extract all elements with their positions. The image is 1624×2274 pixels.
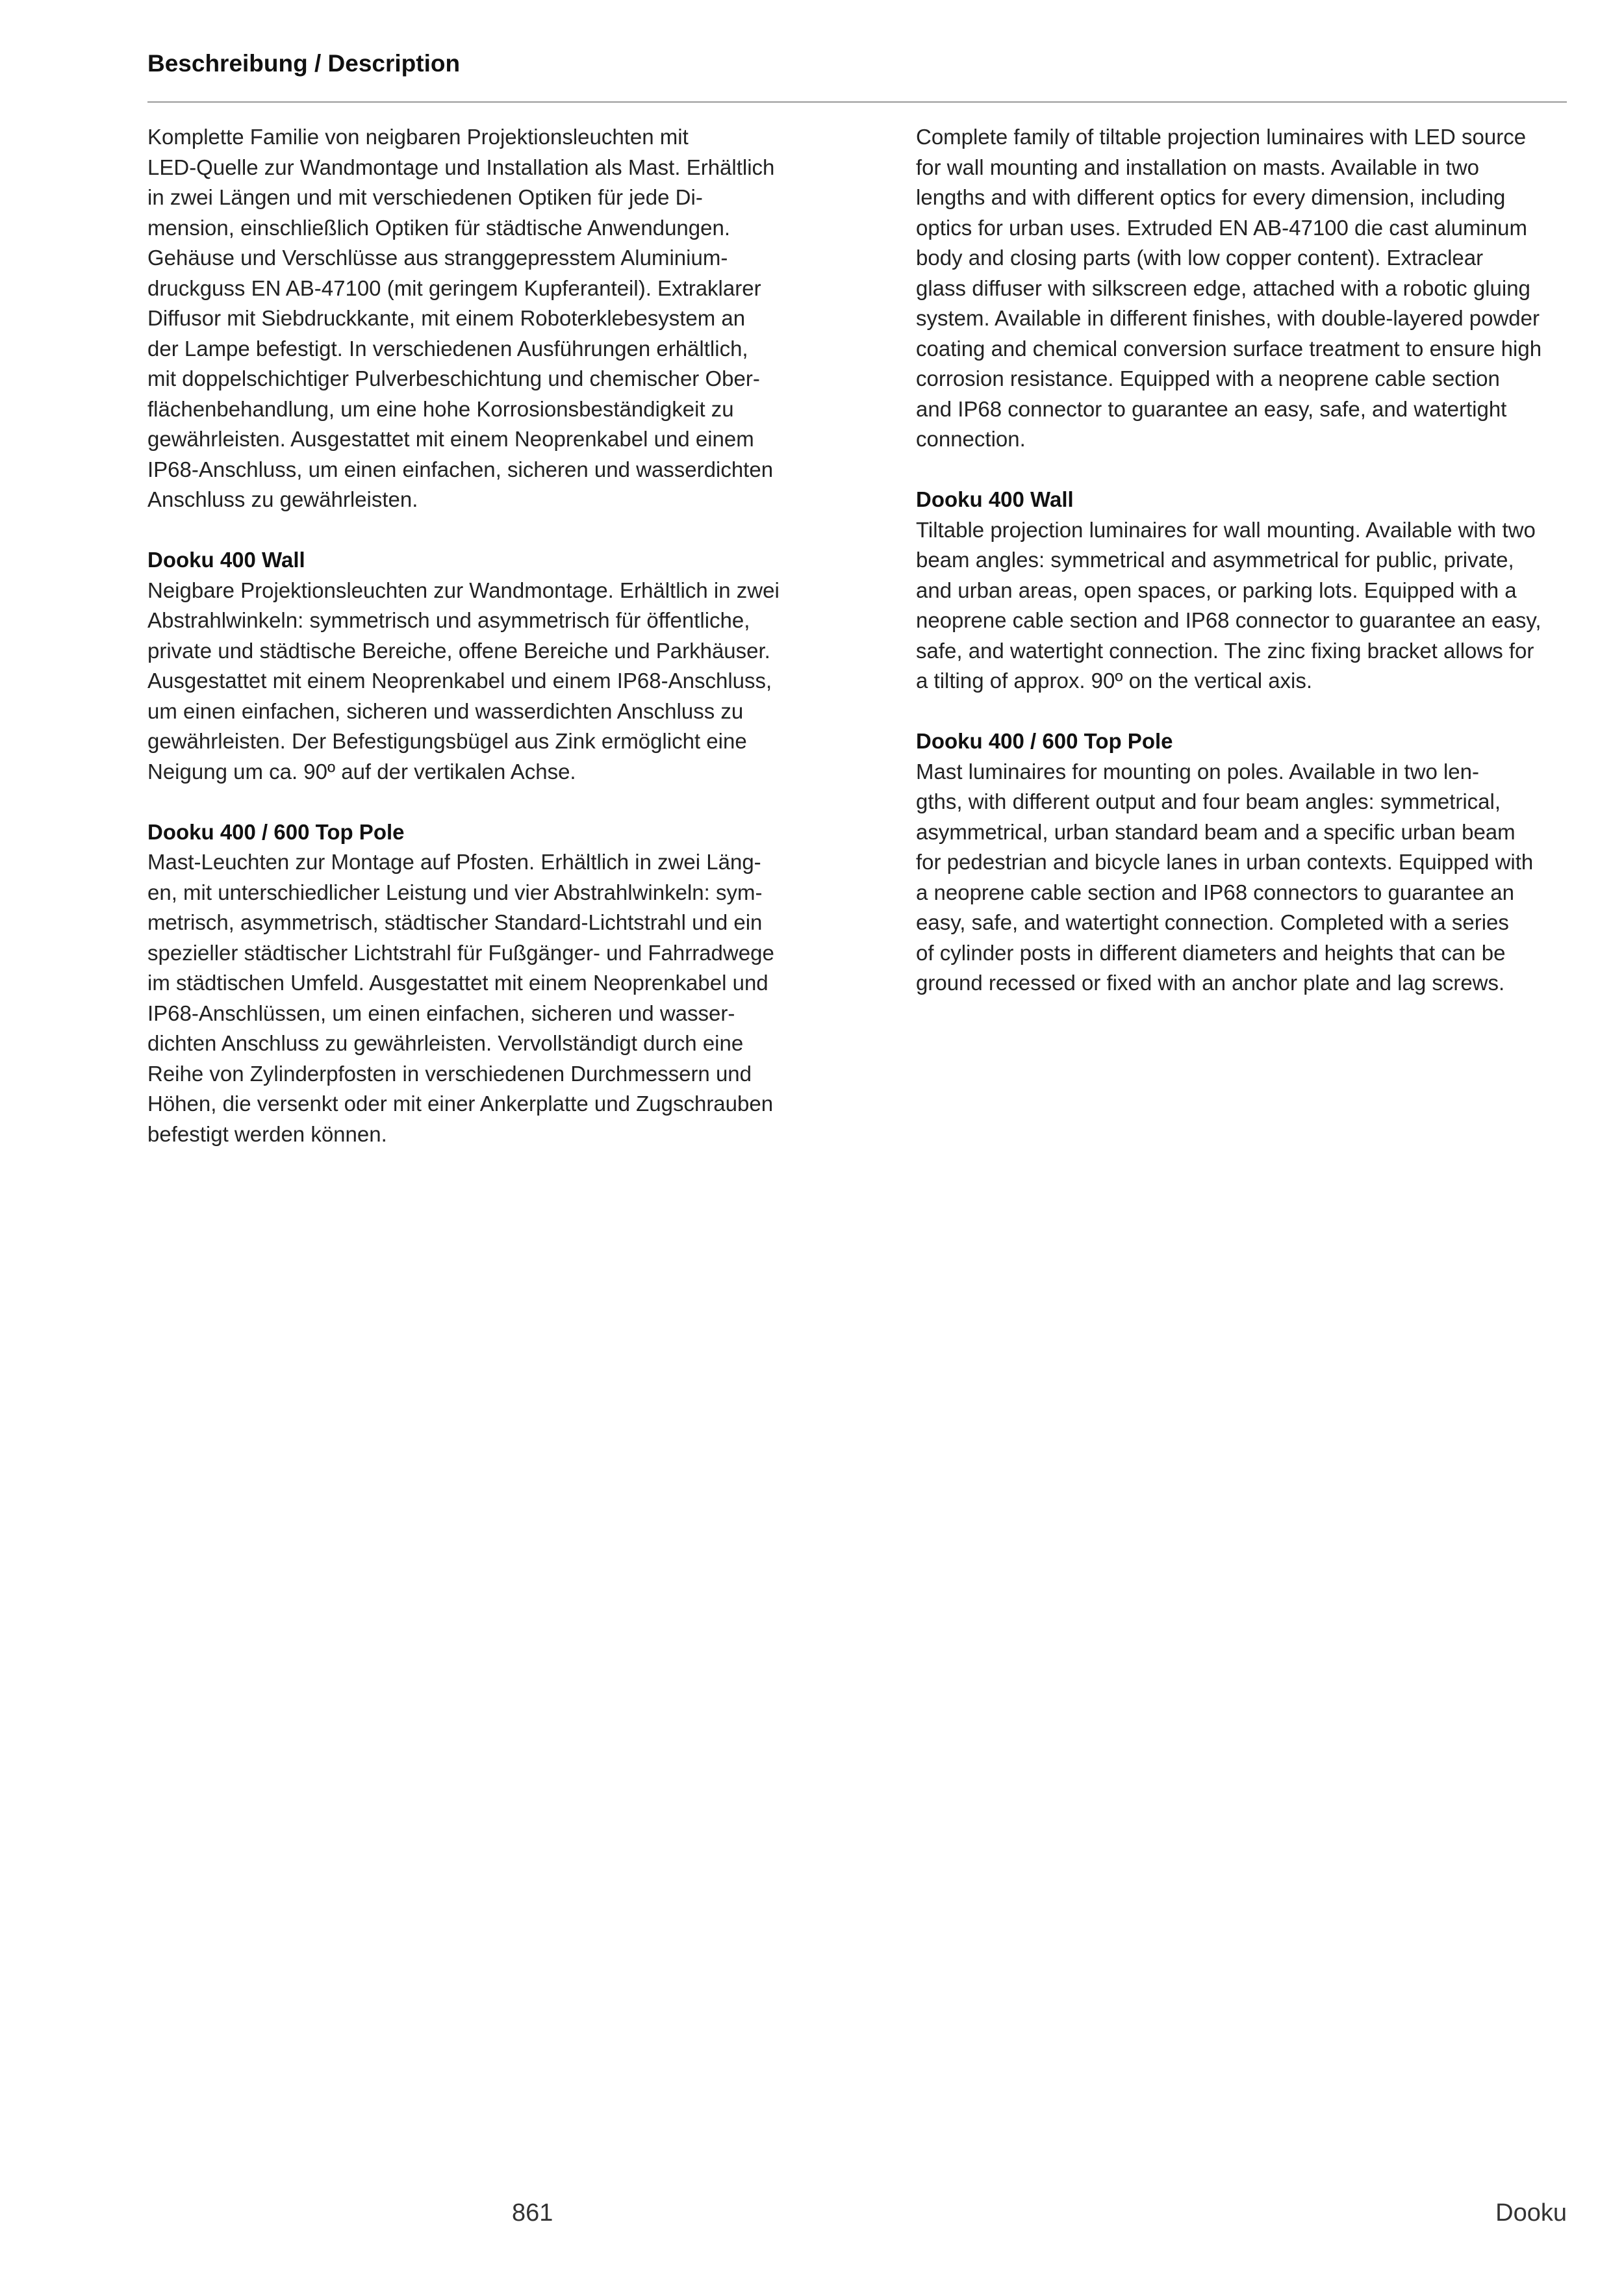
text-line: Abstrahlwinkeln: symmetrisch und asymmetrisch für öffentliche, (147, 608, 750, 632)
text-line: gewährleisten. Der Befestigungsbügel aus Zink ermöglicht eine (147, 729, 747, 753)
page-number: 861 (512, 2199, 553, 2227)
german-wall-paragraph (147, 576, 810, 787)
paragraph-gap (916, 696, 1569, 727)
text-line: connection. (916, 427, 1026, 451)
text-line: neoprene cable section and IP68 connector to guarantee an easy, (916, 608, 1542, 632)
text-line: and IP68 connector to guarantee an easy, safe, and watertight (916, 396, 1507, 421)
text-line: mension, einschließlich Optiken für städtische Anwendungen. (147, 215, 731, 240)
text-line: LED-Quelle zur Wandmontage und Installation als Mast. Erhältlich (147, 155, 775, 179)
text-line: Höhen, die versenkt oder mit einer Ankerplatte und Zugschrauben (147, 1092, 774, 1116)
text-line: Ausgestattet mit einem Neoprenkabel und einem IP68-Anschluss, (147, 669, 772, 693)
text-line: coating and chemical conversion surface treatment to ensure high (916, 336, 1542, 361)
text-line: metrisch, asymmetrisch, städtischer Standard-Lichtstrahl und ein (147, 910, 763, 934)
text-line: spezieller städtischer Lichtstrahl für Fußgänger- und Fahrradwege (147, 940, 774, 965)
text-line: dichten Anschluss zu gewährleisten. Vervollständigt durch eine (147, 1031, 744, 1055)
text-line: Tiltable projection luminaires for wall mounting. Available with two (916, 517, 1536, 542)
english-wall-paragraph (916, 515, 1569, 696)
english-pole-paragraph (916, 757, 1569, 999)
text-line: of cylinder posts in different diameters and heights that can be (916, 940, 1506, 965)
text-line: Komplette Familie von neigbaren Projektionsleuchten mit (147, 125, 689, 149)
text-line: gths, with different output and four beam angles: symmetrical, (916, 789, 1501, 813)
text-line: safe, and watertight connection. The zinc fixing bracket allows for (916, 638, 1534, 663)
text-line: Mast-Leuchten zur Montage auf Pfosten. Erhältlich in zwei Läng- (147, 850, 761, 874)
english-pole-heading: Dooku 400 / 600 Top Pole (916, 729, 1173, 753)
text-line: in zwei Längen und mit verschiedenen Optiken für jede Di- (147, 185, 703, 209)
english-column (916, 122, 1569, 999)
text-line: corrosion resistance. Equipped with a neoprene cable section (916, 366, 1500, 390)
text-line: lengths and with different optics for every dimension, including (916, 185, 1506, 209)
text-line: mit doppelschichtiger Pulverbeschichtung und chemischer Ober- (147, 366, 760, 390)
text-line: beam angles: symmetrical and asymmetrical for public, private, (916, 548, 1514, 572)
text-line: asymmetrical, urban standard beam and a specific urban beam (916, 819, 1516, 844)
text-line: for wall mounting and installation on masts. Available in two (916, 155, 1480, 179)
text-line: and urban areas, open spaces, or parking lots. Equipped with a (916, 578, 1517, 602)
text-line: IP68-Anschluss, um einen einfachen, sicheren und wasserdichten (147, 457, 774, 481)
text-line: Neigung um ca. 90º auf der vertikalen Achse. (147, 759, 576, 784)
text-line: Complete family of tiltable projection luminaires with LED source (916, 125, 1527, 149)
text-line: der Lampe befestigt. In verschiedenen Ausführungen erhältlich, (147, 336, 748, 361)
text-line: en, mit unterschiedlicher Leistung und vier Abstrahlwinkeln: sym- (147, 880, 763, 904)
text-line: flächenbehandlung, um eine hohe Korrosionsbeständigkeit zu (147, 396, 734, 421)
text-line: body and closing parts (with low copper content). Extraclear (916, 246, 1484, 270)
text-line: Mast luminaires for mounting on poles. Available in two len- (916, 759, 1480, 784)
text-line: Neigbare Projektionsleuchten zur Wandmontage. Erhältlich in zwei (147, 578, 780, 602)
text-line: a tilting of approx. 90º on the vertical axis. (916, 669, 1313, 693)
text-line: ground recessed or fixed with an anchor plate and lag screws. (916, 971, 1505, 995)
german-intro-paragraph (147, 122, 810, 515)
german-pole-paragraph (147, 847, 810, 1149)
text-line: system. Available in different finishes, with double-layered powder (916, 306, 1540, 330)
german-column (147, 122, 810, 1149)
footer-product-name: Dooku (1495, 2199, 1567, 2227)
text-line: Reihe von Zylinderpfosten in verschiedenen Durchmessern und (147, 1061, 752, 1086)
page-title: Beschreibung / Description (147, 50, 461, 77)
german-pole-heading: Dooku 400 / 600 Top Pole (147, 819, 405, 844)
text-line: druckguss EN AB-47100 (mit geringem Kupferanteil). Extraklarer (147, 275, 761, 300)
english-wall-heading: Dooku 400 Wall (916, 487, 1074, 511)
text-line: glass diffuser with silkscreen edge, attached with a robotic gluing (916, 275, 1530, 300)
paragraph-gap (147, 515, 810, 546)
text-line: a neoprene cable section and IP68 connectors to guarantee an (916, 880, 1515, 904)
text-line: for pedestrian and bicycle lanes in urban contexts. Equipped with (916, 850, 1534, 874)
text-line: im städtischen Umfeld. Ausgestattet mit einem Neoprenkabel und (147, 971, 768, 995)
text-line: Anschluss zu gewährleisten. (147, 487, 418, 511)
paragraph-gap (147, 787, 810, 817)
text-line: Diffusor mit Siebdruckkante, mit einem Roboterklebesystem an (147, 306, 746, 330)
text-line: private und städtische Bereiche, offene Bereiche und Parkhäuser. (147, 638, 770, 663)
text-line: optics for urban uses. Extruded EN AB-47100 die cast aluminum (916, 215, 1527, 240)
text-line: gewährleisten. Ausgestattet mit einem Neoprenkabel und einem (147, 427, 754, 451)
english-intro-paragraph (916, 122, 1569, 455)
text-line: befestigt werden können. (147, 1121, 387, 1146)
text-line: Gehäuse und Verschlüsse aus stranggepresstem Aluminium- (147, 246, 728, 270)
text-line: easy, safe, and watertight connection. Completed with a series (916, 910, 1509, 934)
text-line: IP68-Anschlüssen, um einen einfachen, sicheren und wasser- (147, 1001, 735, 1025)
paragraph-gap (916, 455, 1569, 485)
text-line: um einen einfachen, sicheren und wasserdichten Anschluss zu (147, 698, 744, 723)
german-wall-heading: Dooku 400 Wall (147, 548, 305, 572)
header-divider (147, 101, 1567, 103)
